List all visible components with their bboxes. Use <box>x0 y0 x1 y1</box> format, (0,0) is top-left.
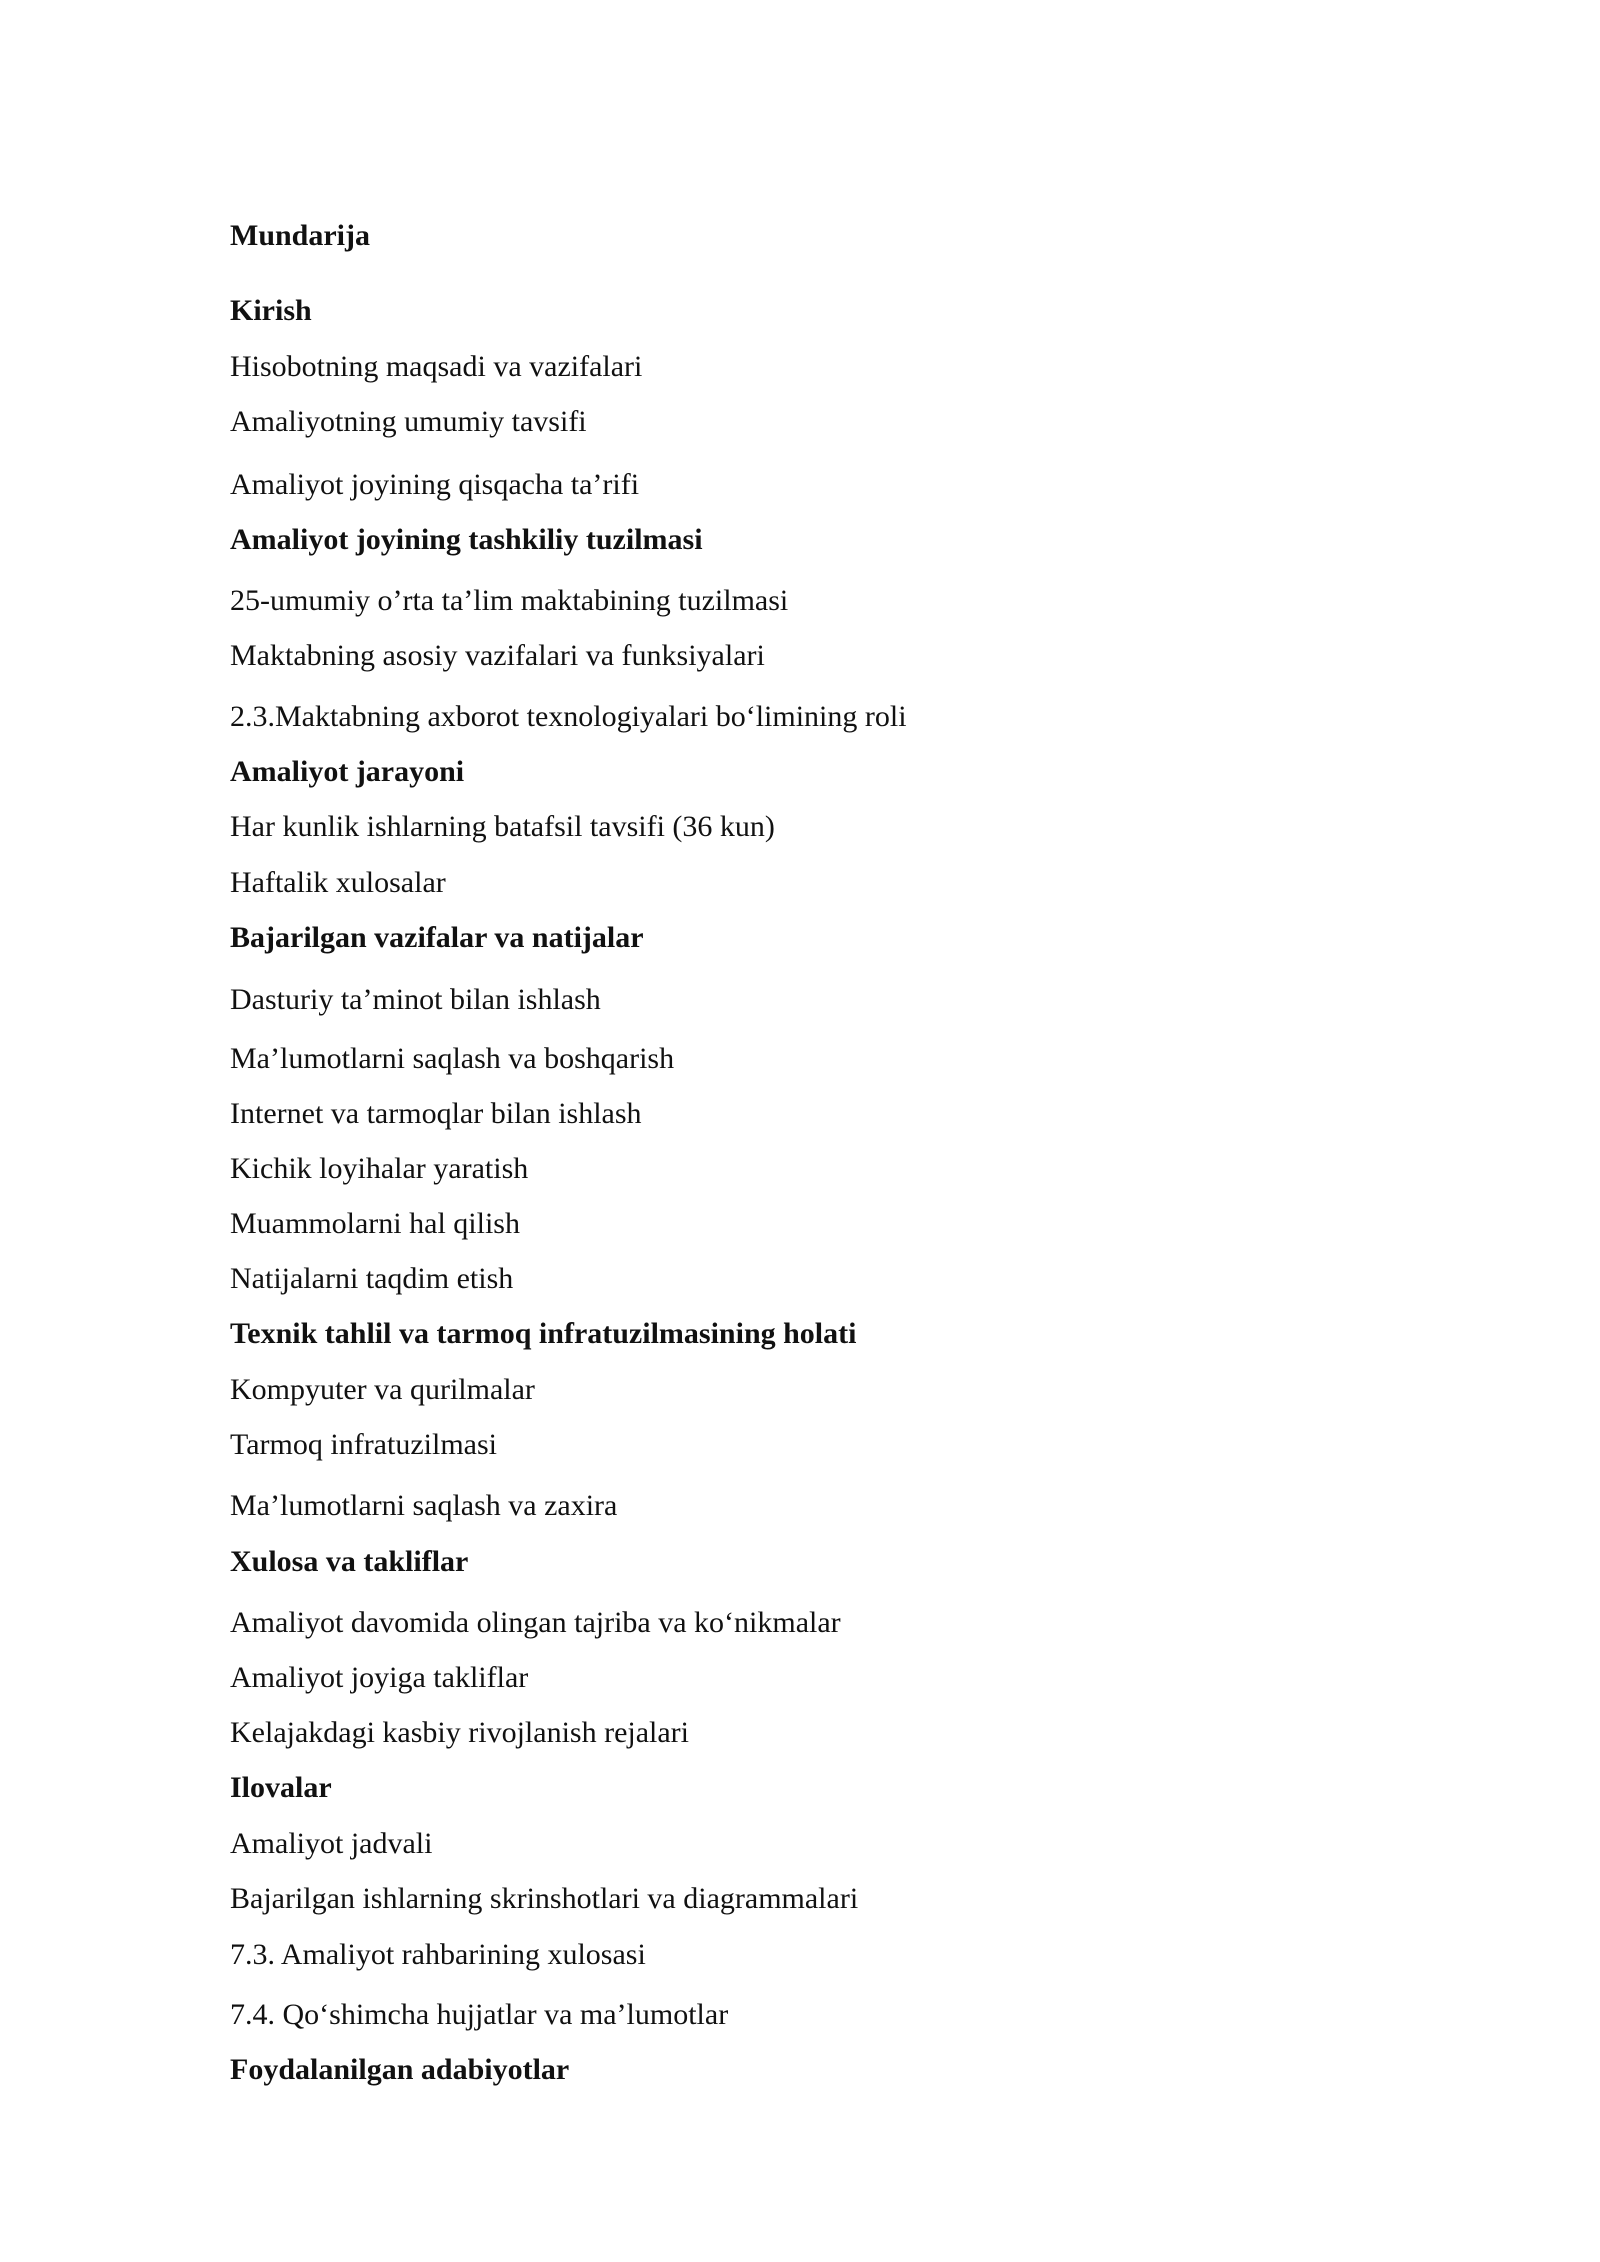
toc-entry: 7.4. Qo‘shimcha hujjatlar va ma’lumotlar <box>230 1998 729 2031</box>
toc-section-heading: Bajarilgan vazifalar va natijalar <box>230 921 644 954</box>
toc-entry: Internet va tarmoqlar bilan ishlash <box>230 1097 642 1130</box>
toc-entry: Amaliyot davomida olingan tajriba va ko‘nikmalar <box>230 1606 841 1639</box>
toc-entry: 7.3. Amaliyot rahbarining xulosasi <box>230 1938 646 1971</box>
toc-entry: Dasturiy ta’minot bilan ishlash <box>230 983 601 1016</box>
toc-section-heading: Kirish <box>230 294 312 327</box>
toc-entry: 25-umumiy o’rta ta’lim maktabining tuzilmasi <box>230 584 789 617</box>
toc-entry: Amaliyot jadvali <box>230 1827 433 1860</box>
toc-entry: Maktabning asosiy vazifalari va funksiyalari <box>230 639 765 672</box>
toc-entry: Kichik loyihalar yaratish <box>230 1152 529 1185</box>
toc-entry: Kompyuter va qurilmalar <box>230 1373 535 1406</box>
page-title: Mundarija <box>230 219 371 252</box>
toc-section-heading: Ilovalar <box>230 1771 332 1804</box>
toc-entry: Har kunlik ishlarning batafsil tavsifi (36 kun) <box>230 810 775 843</box>
toc-section-heading: Xulosa va takliflar <box>230 1545 469 1578</box>
toc-entry: Muammolarni hal qilish <box>230 1207 520 1240</box>
toc-entry: Tarmoq infratuzilmasi <box>230 1428 497 1461</box>
toc-section-heading: Amaliyot jarayoni <box>230 755 465 788</box>
toc-entry: Natijalarni taqdim etish <box>230 1262 514 1295</box>
toc-entry: Ma’lumotlarni saqlash va boshqarish <box>230 1042 675 1075</box>
toc-entry: Haftalik xulosalar <box>230 866 446 899</box>
toc-section-heading: Amaliyot joyining tashkiliy tuzilmasi <box>230 523 703 556</box>
toc-entry: 2.3.Maktabning axborot texnologiyalari bo‘limining roli <box>230 700 907 733</box>
toc-section-heading: Texnik tahlil va tarmoq infratuzilmasining holati <box>230 1317 857 1350</box>
toc-section-heading: Foydalanilgan adabiyotlar <box>230 2053 570 2086</box>
toc-entry: Hisobotning maqsadi va vazifalari <box>230 350 643 383</box>
toc-entry: Kelajakdagi kasbiy rivojlanish rejalari <box>230 1716 690 1749</box>
toc-entry: Ma’lumotlarni saqlash va zaxira <box>230 1489 618 1522</box>
toc-entry: Amaliyot joyiga takliflar <box>230 1661 529 1694</box>
toc-entry: Amaliyot joyining qisqacha ta’rifi <box>230 468 640 501</box>
toc-entry: Amaliyotning umumiy tavsifi <box>230 405 587 438</box>
toc-entry: Bajarilgan ishlarning skrinshotlari va diagrammalari <box>230 1882 859 1915</box>
